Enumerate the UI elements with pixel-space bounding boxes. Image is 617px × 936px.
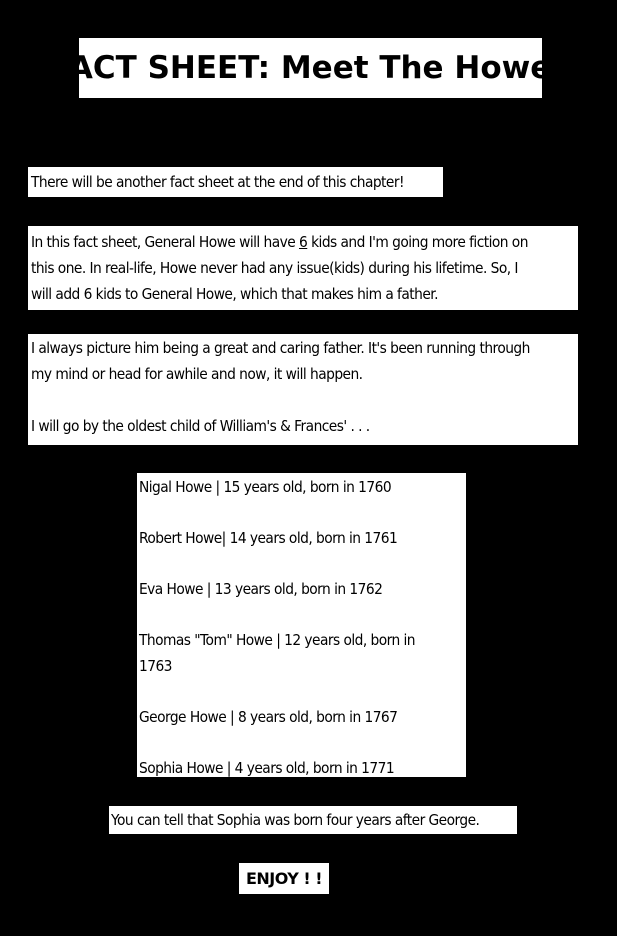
- father-spacer: [31, 387, 534, 413]
- title-box: [51, 38, 570, 98]
- fiction-line-1-before: In this fact sheet, General Howe will have: [31, 233, 300, 251]
- list-item: Nigal Howe | 15 years old, born in 1760: [139, 478, 392, 496]
- list-item: George Howe | 8 years old, born in 1767: [139, 708, 398, 726]
- list-item: Sophia Howe | 4 years old, born in 1771: [139, 759, 395, 777]
- enjoy-box: [239, 863, 329, 894]
- list-item: Eva Howe | 13 years old, born in 1762: [139, 580, 383, 598]
- fiction-box: [28, 226, 578, 310]
- list-item: Robert Howe| 14 years old, born in 1761: [139, 529, 398, 547]
- father-line-3: I will go by the oldest child of William's & Frances' . . .: [31, 417, 370, 435]
- fiction-line-1-after: kids and I'm going more fiction on: [307, 233, 528, 251]
- fiction-line-3: will add 6 kids to General Howe, which that makes him a father.: [31, 285, 438, 303]
- page-title: FACT SHEET: Meet The Howes: [51, 50, 570, 86]
- note-text: There will be another fact sheet at the end of this chapter!: [31, 173, 404, 191]
- enjoy-text: ENJOY ! !: [245, 869, 323, 888]
- fiction-line-1: [31, 229, 534, 255]
- kids-count: 6: [299, 233, 308, 251]
- kids-list: [137, 473, 466, 777]
- father-line-1: I always picture him being a great and caring father. It's been running through: [31, 339, 530, 357]
- father-box: [28, 334, 578, 445]
- sophia-note-box: [109, 806, 517, 834]
- sophia-note: You can tell that Sophia was born four years after George.: [111, 811, 480, 829]
- list-item: Thomas "Tom" Howe | 12 years old, born in 1763: [139, 631, 416, 675]
- fiction-line-2: this one. In real-life, Howe never had any issue(kids) during his lifetime. So, I: [31, 259, 518, 277]
- father-line-2: my mind or head for awhile and now, it will happen.: [31, 365, 363, 383]
- note-box: [28, 167, 443, 197]
